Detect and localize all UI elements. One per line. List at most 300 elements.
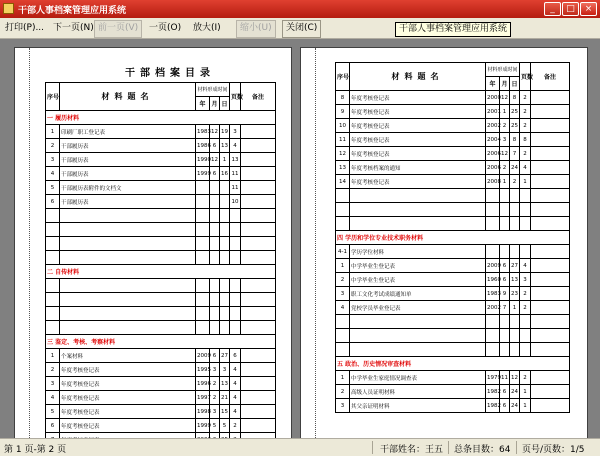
seq-cell: 4 [336,301,350,315]
blank-cell [510,329,520,343]
day-cell: 12 [510,371,520,385]
title-cell: 干部履历表 [60,167,196,181]
seq-cell: 10 [336,119,350,133]
title-cell: 中学毕业生登记表 [350,273,486,287]
pages-cell: 1 [520,175,531,189]
blank-row [336,203,570,217]
blank-cell [60,251,196,265]
day-cell: 27 [220,349,230,363]
seq-cell: 14 [336,175,350,189]
table-row [336,91,570,105]
title-cell: 中学毕业生登记表 [350,259,486,273]
category-row [336,231,570,245]
pages-cell: 11 [230,167,241,181]
blank-cell [241,293,276,307]
header-pages: 页数 [520,63,531,91]
blank-cell [486,217,500,231]
year-cell: 1996 [196,377,210,391]
blank-cell [46,223,60,237]
seq-cell: 1 [336,259,350,273]
year-cell: 2006 [486,147,500,161]
day-cell: 27 [510,259,520,273]
category-title: 四 学历和学位专业技术职务材料 [336,231,570,245]
pages-cell: 2 [520,119,531,133]
table-row [46,125,276,139]
pages-cell: 2 [520,147,531,161]
blank-cell [510,343,520,357]
seq-cell: 5 [46,181,60,195]
blank-cell [486,329,500,343]
blank-cell [210,251,220,265]
header-notes: 备注 [531,63,570,91]
blank-cell [220,237,230,251]
category-row [46,265,276,279]
blank-cell [241,209,276,223]
title-cell: 学历学位材料 [350,245,486,259]
blank-cell [350,343,486,357]
table-row [46,153,276,167]
year-cell: 1990 [196,153,210,167]
blank-cell [510,315,520,329]
blank-cell [520,329,531,343]
notes-cell [241,181,276,195]
status-separator [372,441,373,454]
title-cell: 年度考核登记表 [60,391,196,405]
table-row [46,195,276,209]
blank-cell [60,307,196,321]
notes-cell [241,125,276,139]
category-row [46,335,276,349]
pages-cell: 4 [230,377,241,391]
notes-cell [531,259,570,273]
month-cell: 6 [500,259,510,273]
year-cell: 1995 [196,363,210,377]
month-cell: 12 [500,147,510,161]
year-cell: 1982 [486,385,500,399]
pages-cell: 4 [520,259,531,273]
blank-row [46,237,276,251]
day-cell: 24 [510,161,520,175]
notes-cell [241,363,276,377]
blank-cell [500,329,510,343]
pages-cell: 4 [230,391,241,405]
day-cell: 13 [510,273,520,287]
category-title: 五 政治、历史情况审查材料 [336,357,570,371]
day-cell: 8 [510,91,520,105]
blank-row [336,315,570,329]
notes-cell [241,349,276,363]
notes-cell [531,175,570,189]
month-cell: 6 [500,273,510,287]
blank-cell [336,203,350,217]
day-cell: 1 [220,153,230,167]
day-cell: 21 [220,391,230,405]
pages-cell: 13 [230,153,241,167]
blank-cell [486,203,500,217]
day-cell: 25 [510,105,520,119]
next-page-button[interactable]: 下一页(N) [53,23,94,33]
month-cell [210,181,220,195]
day-cell: 24 [510,385,520,399]
blank-cell [60,209,196,223]
header-day: 日 [510,77,520,91]
notes-cell [531,105,570,119]
category-title: 三 鉴定、考核、考察材料 [46,335,276,349]
seq-cell: 4 [46,391,60,405]
blank-cell [220,307,230,321]
table-row [336,147,570,161]
month-cell [500,245,510,259]
title-cell: 高级人员证明材料 [350,385,486,399]
blank-cell [510,203,520,217]
preview-area [0,39,600,438]
seq-cell: 3 [46,377,60,391]
table-row [336,287,570,301]
blank-cell [531,203,570,217]
notes-cell [531,119,570,133]
page-right [300,47,588,439]
notes-cell [241,391,276,405]
seq-cell: 2 [336,273,350,287]
notes-cell [531,161,570,175]
header-notes: 备注 [241,83,276,111]
notes-cell [531,91,570,105]
table-row [336,385,570,399]
blank-cell [350,329,486,343]
zoom-out-button[interactable]: 缩小(U) [236,20,276,38]
blank-cell [230,209,241,223]
blank-cell [210,293,220,307]
blank-cell [46,209,60,223]
year-cell: 1997 [196,391,210,405]
one-page-button[interactable]: 一页(O) [149,23,182,33]
year-cell: 1983 [486,287,500,301]
title-cell: 年度考核登记表 [60,405,196,419]
title-cell: 年度考核登记表 [350,119,486,133]
app-icon [3,3,14,14]
day-cell: 5 [220,419,230,433]
year-cell: 2001 [486,105,500,119]
pages-cell [520,245,531,259]
year-cell: 2002 [486,119,500,133]
blank-cell [241,237,276,251]
blank-cell [230,251,241,265]
blank-row [46,251,276,265]
title-cell: 年度考核登记表 [350,147,486,161]
year-cell: 2000 [486,91,500,105]
blank-cell [350,203,486,217]
blank-cell [230,237,241,251]
month-cell: 6 [500,385,510,399]
binding-line [29,48,30,438]
blank-cell [486,315,500,329]
blank-cell [531,189,570,203]
blank-row [46,223,276,237]
day-cell [220,181,230,195]
title-cell: 印刷厂职工登记表 [60,125,196,139]
pages-cell: 4 [230,405,241,419]
pages-cell: 1 [520,399,531,413]
seq-cell: 1 [46,125,60,139]
zoom-in-button[interactable]: 放大(I) [193,23,221,33]
blank-cell [500,343,510,357]
table-row [46,139,276,153]
blank-cell [520,189,531,203]
blank-cell [510,217,520,231]
year-cell: 1960 [486,273,500,287]
pages-cell: 8 [520,133,531,147]
blank-cell [520,217,531,231]
month-cell: 2 [210,377,220,391]
blank-cell [46,251,60,265]
year-cell: 1986 [196,139,210,153]
blank-cell [486,343,500,357]
prev-page-button[interactable]: 前一页(V) [94,20,142,38]
blank-cell [196,251,210,265]
blank-cell [241,279,276,293]
month-cell: 3 [210,405,220,419]
header-seq: 序号 [336,63,350,91]
blank-row [46,321,276,335]
catalog-table [335,62,570,413]
title-cell: 个案材料 [60,349,196,363]
pages-cell: 2 [520,301,531,315]
year-cell: 1999 [196,167,210,181]
table-row [336,161,570,175]
seq-cell: 3 [336,399,350,413]
month-cell: 2 [210,391,220,405]
seq-cell: 2 [336,385,350,399]
notes-cell [531,385,570,399]
title-cell: 干部履历表附件的文档文 [60,181,196,195]
blank-cell [350,217,486,231]
day-cell: 8 [510,133,520,147]
category-row [46,111,276,125]
header-name: 材料题名 [350,63,486,91]
title-cell: 中学毕业生家庭情况调查表 [350,371,486,385]
table-row [46,405,276,419]
blank-cell [230,307,241,321]
notes-cell [531,301,570,315]
blank-row [336,217,570,231]
seq-cell: 6 [46,419,60,433]
month-cell [210,195,220,209]
blank-cell [500,315,510,329]
month-cell: 12 [210,153,220,167]
day-cell: 1 [510,301,520,315]
blank-cell [196,279,210,293]
blank-cell [196,307,210,321]
blank-row [336,189,570,203]
month-cell: 6 [500,399,510,413]
blank-row [46,279,276,293]
table-row [336,259,570,273]
title-cell: 职工文化考试成绩通知单 [350,287,486,301]
notes-cell [241,195,276,209]
pages-cell: 6 [230,349,241,363]
status-separator [516,441,517,454]
blank-cell [220,209,230,223]
blank-cell [230,293,241,307]
table-row [46,391,276,405]
status-total-items: 总条目数：64 [454,445,511,455]
blank-cell [46,307,60,321]
binding-line [315,48,316,438]
blank-cell [241,307,276,321]
seq-cell: 2 [46,363,60,377]
blank-cell [531,217,570,231]
status-separator [448,441,449,454]
blank-cell [500,203,510,217]
pages-cell: 2 [520,105,531,119]
table-row [46,349,276,363]
blank-row [336,329,570,343]
title-bar [0,0,600,18]
year-cell: 2009 [196,349,210,363]
blank-cell [531,343,570,357]
page-left [14,47,292,439]
close-icon[interactable]: × [580,2,597,16]
table-row [46,181,276,195]
table-row [336,133,570,147]
pages-cell: 10 [230,195,241,209]
blank-cell [500,217,510,231]
category-title: 二 自传材料 [46,265,276,279]
notes-cell [531,399,570,413]
notes-cell [531,287,570,301]
blank-cell [531,315,570,329]
blank-cell [520,203,531,217]
print-button[interactable]: 打印(P)... [5,23,45,33]
blank-cell [196,293,210,307]
blank-cell [60,321,196,335]
header-month: 月 [210,97,220,111]
blank-cell [241,321,276,335]
table-row [336,119,570,133]
seq-cell: 5 [46,405,60,419]
month-cell: 12 [500,91,510,105]
status-page-range: 第 1 页-第 2 页 [4,445,67,455]
year-cell: 2004 [486,133,500,147]
day-cell: 15 [220,405,230,419]
blank-cell [220,279,230,293]
blank-cell [196,237,210,251]
blank-cell [46,279,60,293]
month-cell: 2 [500,161,510,175]
status-bar [0,438,600,456]
table-row [336,273,570,287]
title-cell: 年度考核档案的通知 [350,161,486,175]
notes-cell [241,167,276,181]
notes-cell [531,133,570,147]
blank-cell [210,307,220,321]
day-cell: 13 [220,139,230,153]
table-row [336,371,570,385]
pages-cell: 4 [230,363,241,377]
blank-cell [336,189,350,203]
pages-cell: 2 [520,287,531,301]
notes-cell [531,147,570,161]
blank-cell [486,189,500,203]
blank-cell [196,321,210,335]
title-cell: 其父亲证明材料 [350,399,486,413]
blank-cell [46,293,60,307]
pages-cell: 4 [230,139,241,153]
blank-cell [350,189,486,203]
blank-cell [220,223,230,237]
seq-cell: 8 [336,91,350,105]
year-cell: 2008 [486,175,500,189]
header-month: 月 [500,77,510,91]
title-cell: 干部履历表 [60,153,196,167]
seq-cell: 9 [336,105,350,119]
blank-cell [46,321,60,335]
close-preview-button[interactable]: 关闭(C) [282,20,321,38]
notes-cell [241,405,276,419]
month-cell: 2 [500,119,510,133]
blank-row [46,307,276,321]
title-cell: 干部履历表 [60,139,196,153]
header-day: 日 [220,97,230,111]
title-cell: 年度考核登记表 [350,175,486,189]
day-cell: 16 [220,167,230,181]
blank-cell [336,329,350,343]
table-row [46,377,276,391]
blank-cell [210,237,220,251]
notes-cell [531,245,570,259]
status-page-count: 页号/页数：1/5 [522,445,585,455]
title-cell: 党校学员毕业登记表 [350,301,486,315]
blank-row [46,293,276,307]
year-cell [196,195,210,209]
month-cell: 1 [500,175,510,189]
pages-cell: 11 [230,181,241,195]
year-cell: 1998 [196,405,210,419]
catalog-table [45,82,276,447]
blank-cell [220,321,230,335]
blank-cell [336,315,350,329]
seq-cell: 2 [46,139,60,153]
pages-cell: 4 [520,161,531,175]
day-cell: 23 [510,287,520,301]
blank-cell [241,251,276,265]
month-cell: 6 [210,167,220,181]
notes-cell [241,419,276,433]
maximize-icon[interactable]: □ [562,2,579,16]
notes-cell [241,153,276,167]
title-cell: 年度考核登记表 [60,419,196,433]
blank-cell [210,223,220,237]
pages-cell: 2 [520,91,531,105]
blank-cell [210,209,220,223]
blank-cell [241,223,276,237]
month-cell: 3 [500,133,510,147]
title-cell: 年度考核登记表 [350,105,486,119]
table-row [46,363,276,377]
header-date: 材料形成时间 [486,63,520,77]
minimize-icon[interactable]: _ [544,2,561,16]
seq-cell: 3 [46,153,60,167]
header-name: 材料题名 [60,83,196,111]
title-cell: 年度考核登记表 [60,377,196,391]
pages-cell: 1 [520,385,531,399]
title-cell: 干部履历表 [60,195,196,209]
day-cell: 19 [220,125,230,139]
table-row [336,399,570,413]
blank-cell [220,251,230,265]
seq-cell: 11 [336,133,350,147]
blank-cell [60,293,196,307]
